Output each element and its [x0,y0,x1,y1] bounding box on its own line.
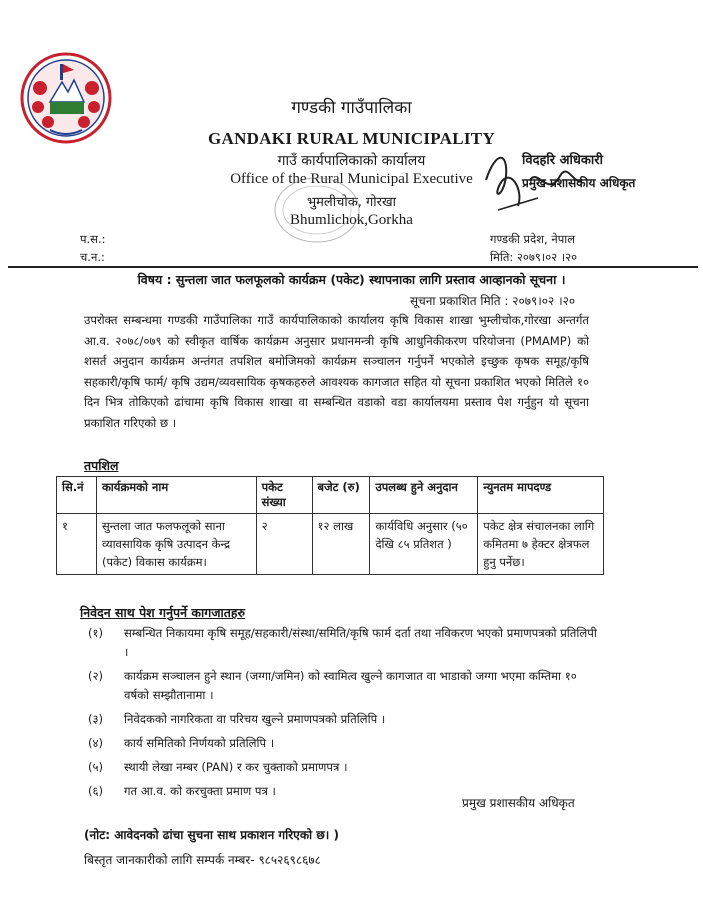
contact-info: बिस्तृत जानकारीको लागि सम्पर्क नम्बर- ९८५२६९८६७८ [84,853,321,867]
col-header-grant: उपलब्ध हुने अनुदान [370,477,478,514]
list-item [88,710,598,729]
notice-body: उपरोक्त सम्बन्धमा गण्डकी गाउँपालिका गाउँ कार्यपालिकाको कार्यालय कृषि विकास शाखा भुम्लीचोक,गोरखा अन्तर्गत आ.व. २०७८/०७९ को स्वीकृत वार्षिक कार्यक्रम अनुसार प्रधानमन्त्री कृषि आधुनिकीकरण परियोजना (PMAMP) को शसर्त अनुदान कार्यक्रम अन्तंगत तपशिल बमोजिमको कार्यक्रम सञ्चालन गर्नुपर्ने भएकोले इच्छुक कृषक समूह/कृषि सहकारी/कृषि फार्म/ कृषि उद्यम/व्यवसायिक कृषकहरुले आवश्यक कागजात सहित यो सूचना प्रकाशित भएको मितिले १० दिन भित्र तोकिएको ढांचामा कृषि विकास शाखा वा सम्बन्धित वडाको वडा कार्यालयमा प्रस्ताव पेश गर्नुहुन यो सूचना प्रकाशित गरिएको छ । [84,313,589,430]
list-item-number: (३) [88,712,104,726]
signature-block [478,140,648,220]
list-item-text: निवेदकको नागरिकता वा परिचय खुल्ने प्रमाणपत्रको प्रतिलिपि । [124,712,386,726]
cell-budget: १२ लाख [312,514,370,575]
signatory-title: प्रमुख प्रशासकीय अधिकृत [522,176,636,190]
cell-sn: १ [57,514,97,575]
list-item-text: कार्यक्रम सञ्चालन हुने स्थान (जग्गा/जमिन) को स्वामित्व खुल्ने कागजात वा भाडाको जग्गा भएमा कम्तिमा १० वर्षको सम्झौतानामा । [124,669,577,702]
province-label: गण्डकी प्रदेश, नेपाल [490,232,576,246]
list-item-number: (६) [88,784,104,798]
table-header-row [57,477,604,514]
documents-heading: निवेदन साथ पेश गर्नुपर्ने कागजातहरु [80,605,246,620]
publish-date: सूचना प्रकाशित मिति : २०७९।०२ ।२० [410,294,576,308]
list-item [88,624,598,662]
office-name-english: Office of the Rural Municipal Executive [230,171,473,187]
col-header-sn: सि.नं [57,477,97,514]
cell-criteria: पकेट क्षेत्र संचालनका लागि कमितमा ७ हेक्टर क्षेत्रफल हुनु पर्नेछ। [478,514,604,575]
signer-title: प्रमुख प्रशासकीय अधिकृत [462,796,575,810]
documents-list [88,624,598,806]
list-item [88,758,598,777]
col-header-criteria: न्युनतम मापदण्ड [478,477,604,514]
details-heading: तपशिल [84,458,119,473]
program-table [56,476,604,575]
list-item-number: (१) [88,626,104,640]
cell-grant: कार्यविधि अनुसार (५० देखि ८५ प्रतिशत ) [370,514,478,575]
list-item [88,734,598,753]
table-row [57,514,604,575]
place-nepali: भुमलीचोक, गोरखा [307,195,396,210]
list-item-number: (५) [88,760,104,774]
list-item-text: स्थायी लेखा नम्बर (PAN) र कर चुक्ताको प्रमाणपत्र । [124,760,348,774]
header-divider [8,266,698,268]
signatory-name: विदहरि अधिकारी [522,153,603,168]
list-item-number: (४) [88,736,104,750]
list-item [88,667,598,705]
reference-ps-label: प.स.: [80,232,106,246]
list-item-number: (२) [88,669,104,683]
place-english: Bhumlichok,Gorkha [290,212,413,228]
list-item-text: गत आ.व. को करचुक्ता प्रमाण पत्र । [124,784,276,798]
col-header-program-name: कार्यक्रमको नाम [96,477,256,514]
office-stamp [272,175,362,245]
col-header-budget: बजेट (रु) [312,477,370,514]
reference-cn-label: च.न.: [80,250,105,264]
notice-subject: विषय : सुन्तला जात फलफूलको कार्यक्रम (पकेट) स्थापनाका लागि प्रस्ताव आव्हानको सूचना । [137,272,566,287]
col-header-pocket-count: पकेट संख्या [256,477,312,514]
notice-date: मिति: २०७९।०२ ।२० [490,250,578,264]
municipality-name-nepali: गण्डकी गाउँपालिका [291,98,412,118]
municipality-name-english: GANDAKI RURAL MUNICIPALITY [207,129,496,148]
cell-program-name: सुन्तला जात फलफलूको साना व्यावसायिक कृषि उत्पादन केन्द्र (पकेट) विकास कार्यक्रम। [96,514,256,575]
cell-pocket-count: २ [256,514,312,575]
list-item-text: कार्य समितिको निर्णयको प्रतिलिपि । [124,736,275,750]
note-text: (नोट: आवेदनको ढांचा सुचना साथ प्रकाशन गरिएको छ। ) [84,828,339,842]
office-name-nepali: गाउँ कार्यपालिकाको कार्यालय [277,153,426,169]
list-item-text: सम्बन्धित निकायमा कृषि समूह/सहकारी/संस्था/समिति/कृषि फार्म दर्ता तथा नविकरण भएको प्रमाणपत्रको प्रतिलिपी । [124,626,597,659]
